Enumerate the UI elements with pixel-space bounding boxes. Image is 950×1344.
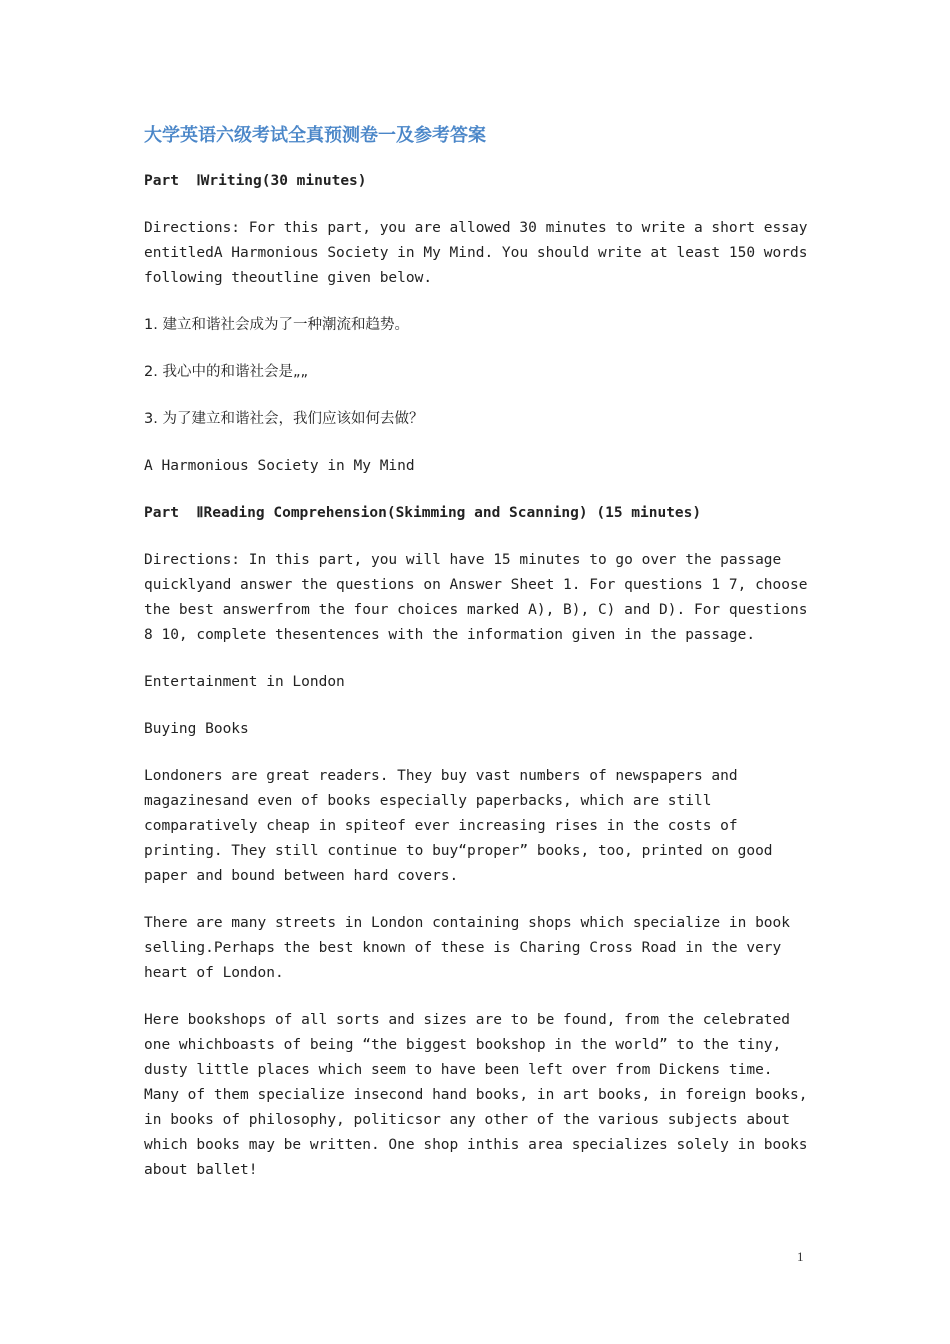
essay-title: A Harmonious Society in My Mind xyxy=(144,458,415,474)
page-number: 1 xyxy=(797,1249,804,1264)
part1-directions: Directions: For this part, you are allowed 30 minutes to write a short essay entitledA Harmonious Society in My Mind. You should write at least 150 words following theoutline given below. xyxy=(144,220,808,286)
section-title: Buying Books xyxy=(144,721,249,737)
part2-heading: Part ⅡReading Comprehension(Skimming and Scanning) (15 minutes) xyxy=(144,505,702,521)
outline-item-3: 3. 为了建立和谐社会，我们应该如何去做？ xyxy=(144,411,424,427)
outline-item-1: 1. 建立和谐社会成为了一种潮流和趋势。 xyxy=(144,317,409,333)
passage-title: Entertainment in London xyxy=(144,674,345,690)
passage-paragraph: Here bookshops of all sorts and sizes are to be found, from the celebrated one whichboasts of being “the biggest bookshop in the world” to the tiny, dusty little places which seem to have been left over from Dickens time. Many of them specialize insecond hand books, in art books, in foreign books, in books of philosophy, politicsor any other of the various subjects about which books may be written. One shop inthis area specializes solely in books about ballet! xyxy=(144,1012,808,1178)
passage-paragraph: There are many streets in London containing shops which specialize in book selling.Perhaps the best known of these is Charing Cross Road in the very heart of London. xyxy=(144,915,791,981)
passage-paragraph: Londoners are great readers. They buy vast numbers of newspapers and magazinesand even of books especially paperbacks, which are still comparatively cheap in spiteof ever increasing rises in the costs of printing. They still continue to buy“proper” books, too, printed on good paper and bound between hard covers. xyxy=(144,768,773,884)
document-title: 大学英语六级考试全真预测卷一及参考答案 xyxy=(144,125,486,146)
part2-directions: Directions: In this part, you will have 15 minutes to go over the passage quicklyand answer the questions on Answer Sheet 1. For questions 1 7, choose the best answerfrom the four choices marked A), B), C) and D). For questions 8 10, complete thesentences with the information given in the passage. xyxy=(144,552,808,643)
part1-heading: Part ⅠWriting(30 minutes) xyxy=(144,173,367,189)
outline-item-2: 2. 我心中的和谐社会是„„ xyxy=(144,364,308,380)
document-body xyxy=(144,122,814,1205)
